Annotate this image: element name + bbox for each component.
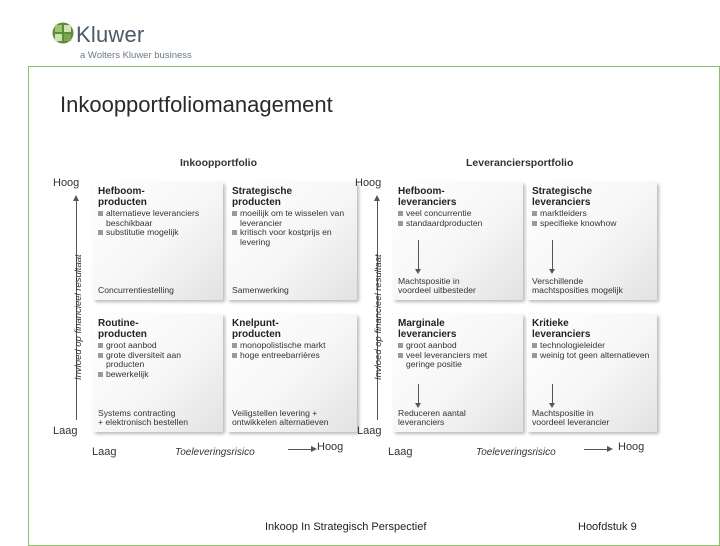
quadrant-item: marktleiders <box>532 209 652 219</box>
quadrant-hefboomproducten <box>93 182 223 300</box>
quadrant-strategy: Veiligstellen levering + ontwikkelen alternatieven <box>232 407 329 428</box>
left-y-low-label: Laag <box>53 425 78 437</box>
quadrant-item: veel leveranciers met geringe positie <box>398 351 518 370</box>
down-arrow-icon <box>418 384 419 404</box>
right-x-high-label: Hoog <box>618 441 645 453</box>
right-x-axis-label: Toeleveringsrisico <box>476 447 556 458</box>
quadrant-strategische-leveranciers <box>527 182 657 300</box>
quadrant-item: groot aanbod <box>398 341 518 351</box>
left-y-high-label: Hoog <box>53 177 80 189</box>
quadrant-item: substitutie mogelijk <box>98 228 218 238</box>
quadrant-title: Strategische producten <box>232 186 293 208</box>
quadrant-hefboomleveranciers <box>393 182 523 300</box>
quadrant-routineproducten <box>93 314 223 432</box>
logo-tagline: a Wolters Kluwer business <box>80 50 192 61</box>
quadrant-item: bewerkelijk <box>98 370 218 380</box>
quadrant-kritieke-leveranciers <box>527 314 657 432</box>
quadrant-title: Routine- producten <box>98 318 147 340</box>
left-x-axis-label: Toeleveringsrisico <box>175 447 255 458</box>
quadrant-strategy: Concurrentiestelling <box>98 285 174 296</box>
quadrant-title: Marginale leveranciers <box>398 318 457 340</box>
right-x-low-label: Laag <box>388 446 413 458</box>
quadrant-item: hoge entreebarrières <box>232 351 352 361</box>
quadrant-item: technologieleider <box>532 341 652 351</box>
left-x-high-label: Hoog <box>317 441 344 453</box>
footer-book-title: Inkoop In Strategisch Perspectief <box>265 521 427 533</box>
quadrant-strategy: Reduceren aantal leveranciers <box>398 407 466 428</box>
quadrant-strategy: Verschillende machtsposities mogelijk <box>532 275 623 296</box>
logo-name: Kluwer <box>76 22 145 47</box>
left-x-axis-arrow <box>288 449 312 450</box>
right-x-axis-arrow <box>584 449 608 450</box>
quadrant-title: Hefboom- producten <box>98 186 147 208</box>
quadrant-strategy: Machtspositie in voordeel uitbesteder <box>398 275 476 296</box>
quadrant-item: grote diversiteit aan producten <box>98 351 218 370</box>
quadrant-strategische-producten <box>227 182 357 300</box>
slide-title: Inkoopportfoliomanagement <box>60 92 333 117</box>
left-x-low-label: Laag <box>92 446 117 458</box>
quadrant-item: specifieke knowhow <box>532 219 652 229</box>
quadrant-strategy: Machtspositie in voordeel leverancier <box>532 407 610 428</box>
quadrant-knelpuntproducten <box>227 314 357 432</box>
quadrant-strategy: Systems contracting + elektronisch bestellen <box>98 407 189 428</box>
quadrant-title: Strategische leveranciers <box>532 186 593 208</box>
right-y-high-label: Hoog <box>355 177 382 189</box>
quadrant-item: kritisch voor kostprijs en levering <box>232 228 352 247</box>
quadrant-item: standaardproducten <box>398 219 518 229</box>
right-y-low-label: Laag <box>357 425 382 437</box>
down-arrow-icon <box>552 240 553 270</box>
quadrant-item: monopolistische markt <box>232 341 352 351</box>
quadrant-item: groot aanbod <box>98 341 218 351</box>
leveranciersportfolio-title: Leveranciersportfolio <box>466 157 574 169</box>
right-y-axis-label: Invloed op financieel resultaat <box>373 254 384 380</box>
quadrant-title: Knelpunt- producten <box>232 318 281 340</box>
quadrant-item: moeilijk om te wisselen van leverancier <box>232 209 352 228</box>
down-arrow-icon <box>552 384 553 404</box>
quadrant-item: veel concurrentie <box>398 209 518 219</box>
left-y-axis-label: Invloed op financieel resultaat <box>73 254 84 380</box>
quadrant-title: Kritieke leveranciers <box>532 318 591 340</box>
quadrant-strategy: Samenwerking <box>232 285 289 296</box>
quadrant-marginale-leveranciers <box>393 314 523 432</box>
footer-chapter: Hoofdstuk 9 <box>578 521 637 533</box>
kluwer-logo-icon <box>52 22 74 44</box>
down-arrow-icon <box>418 240 419 270</box>
inkoopportfolio-title: Inkoopportfolio <box>180 157 257 169</box>
quadrant-item: weinig tot geen alternatieven <box>532 351 652 361</box>
quadrant-item: alternatieve leveranciers beschikbaar <box>98 209 218 228</box>
quadrant-title: Hefboom- leveranciers <box>398 186 457 208</box>
